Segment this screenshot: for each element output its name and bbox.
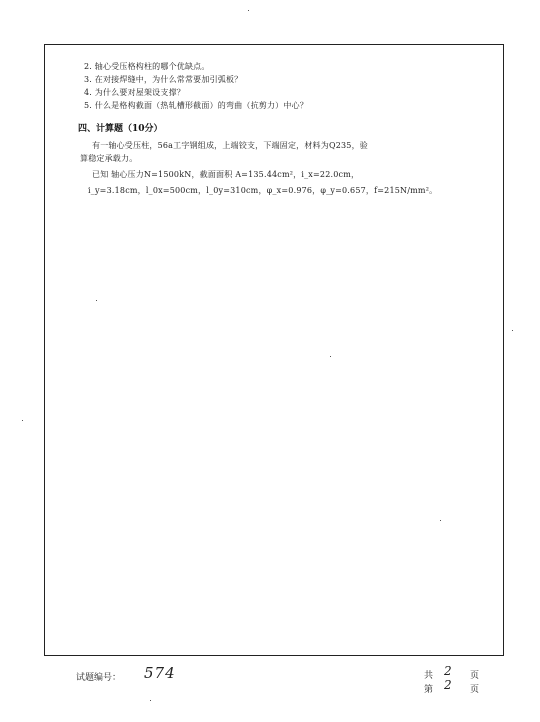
scan-speck — [330, 356, 331, 357]
exam-code-label: 试题编号： — [76, 673, 122, 683]
problem-line-1: 有一轴心受压柱，56a工字钢组成，上端铰支，下端固定，材料为Q235，验 — [92, 141, 368, 150]
question-4: 4. 为什么要对屋架设支撑？ — [84, 88, 185, 97]
question-5: 5. 什么是格构截面（热轧槽形截面）的弯曲（抗剪力）中心？ — [84, 101, 308, 110]
current-page-suffix: 页 — [470, 685, 480, 695]
question-3: 3. 在对接焊缝中，为什么常常要加引弧板？ — [84, 75, 243, 84]
section-heading: 四、计算题（10分） — [78, 124, 163, 134]
total-pages-suffix: 页 — [470, 671, 480, 681]
current-page-prefix: 第 — [424, 685, 434, 695]
scan-speck — [22, 420, 23, 421]
page-frame — [44, 44, 504, 656]
current-page-value: 2 — [444, 678, 452, 692]
total-pages-prefix: 共 — [424, 671, 434, 681]
problem-line-2: 算稳定承载力。 — [80, 154, 138, 163]
total-pages-value: 2 — [444, 664, 452, 678]
question-2: 2. 轴心受压格构柱的哪个优缺点。 — [84, 62, 210, 71]
given-line-2: i_y=3.18cm，l_0x=500cm，l_0y=310cm，φ_x=0.976，φ_y=0.657，f=215N/mm²。 — [88, 186, 438, 195]
scan-speck — [440, 520, 441, 521]
scan-speck — [150, 700, 151, 701]
scan-speck — [96, 300, 97, 301]
given-line-1: 已知 轴心压力N=1500kN，截面面积 A=135.44cm²，i_x=22.0cm， — [92, 170, 360, 179]
scan-speck — [512, 330, 513, 331]
exam-code-value: 574 — [144, 664, 176, 682]
scan-speck — [248, 10, 249, 11]
